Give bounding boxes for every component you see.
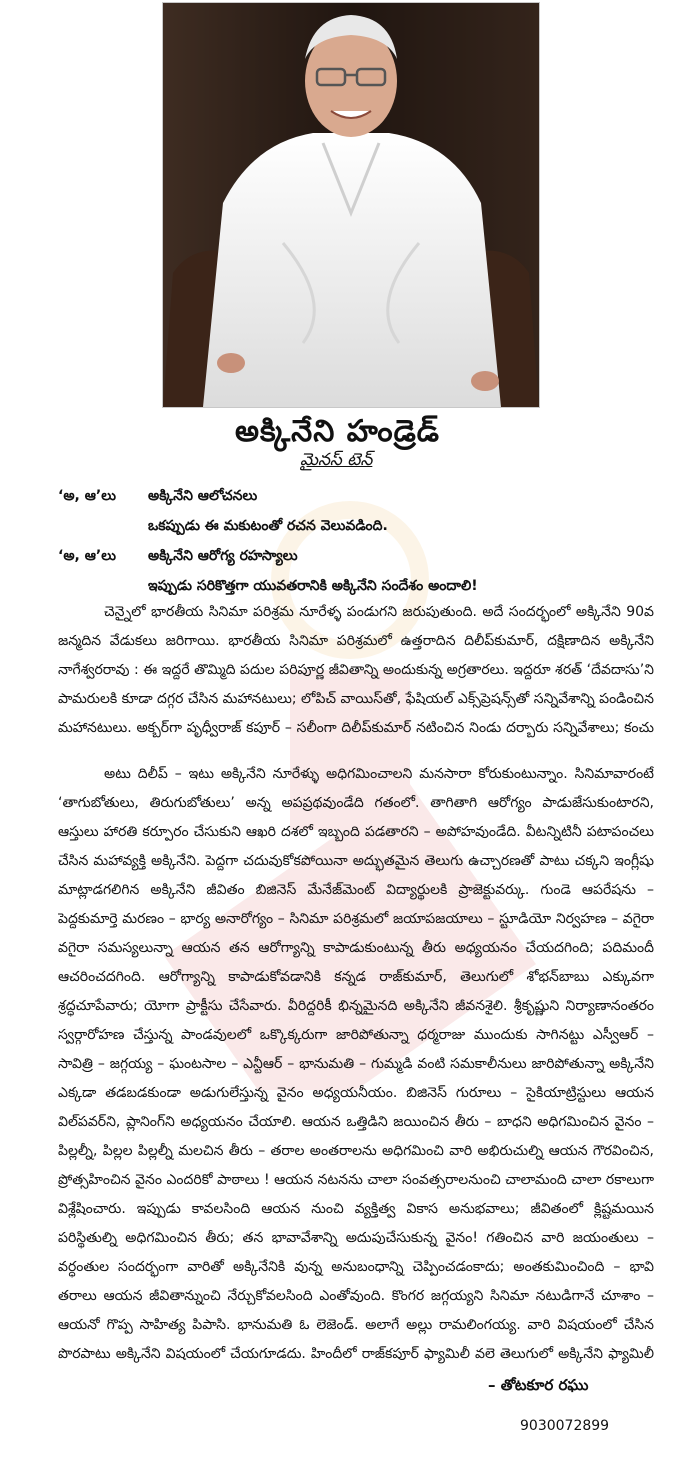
portrait-photo xyxy=(162,2,540,408)
article-subtitle: మైనస్ టెన్ xyxy=(300,450,373,470)
article-paragraph: చెన్నైలో భారతీయ సినిమా పరిశ్రమ నూరేళ్ళ పండుగని జరుపుతుంది. అదే సందర్భంలో అక్కినేని 90వ జన్మదిన వేడుకలు జరిగాయి. భారతీయ సినిమా పరిశ్రమలో ఉత్తరాదిన దిలీప్‌కుమార్, దక్షిణాదిన అక్కినేని నాగేశ్వరరావు : ఈ ఇద్దరే తొమ్మిది పదుల పరిపూర్ణ జీవితాన్ని అందుకున్న అగ్రతారలు. ఇద్దరూ శరత్ ‘దేవదాసు’ని పామరులకి కూడా దగ్గర చేసిన మహానటులు; లోపిచ్ వాయిస్‌తో, ఫేషియల్ ఎక్స్‌ప్రెషన్స్‌తో సన్నివేశాన్ని పండించిన మహానటులు. అక్బర్‌గా పృధ్వీరాజ్ కపూర్ – సలీంగా దిలీప్‌కుమార్ నటించిన నిండు దర్బారు సన్నివేశాలు; కంచు xyxy=(58,604,654,736)
intro-label: ‘అ, ఆ’లు xyxy=(58,548,116,564)
intro-label: ‘అ, ఆ’లు xyxy=(58,488,116,504)
author-phone: 9030072899 xyxy=(520,1418,610,1434)
author-name: – తోటకూర రఘు xyxy=(488,1376,589,1394)
portrait-illustration xyxy=(163,3,539,407)
article-title: అక్కినేని హండ్రెడ్ xyxy=(235,414,440,449)
intro-text: ఒకప్పుడు ఈ మకుటంతో రచన వెలువడింది. xyxy=(148,518,388,534)
intro-text: అక్కినేని ఆలోచనలు xyxy=(148,488,258,504)
article-paragraph: అటు దిలీప్ – ఇటు అక్కినేని నూరేళ్ళు అధిగమించాలని మనసారా కోరుకుంటున్నాం. సినిమావారంటే ‘తాగుబోతులు, తిరుగుబోతులు’ అన్న అపప్రథవుండేది గతంలో. తాగితాగి ఆరోగ్యం పాడుజేసుకుంటారని, ఆస్తులు హారతి కర్పూరం చేసుకుని ఆఖరి దశలో ఇబ్బంది పడతారని – అపోహవుండేది. వీటన్నిటినీ పటాపంచలు చేసిన మహావ్యక్తి అక్కినేని. పెద్దగా చదువుకోకపోయినా అద్భుతమైన తెలుగు ఉచ్చారణతో పాటు చక్కని ఇంగ్లీషు మాట్లాడగలిగిన అక్కినేని జీవితం బిజినెస్ మేనేజ్‌మెంట్ విద్యార్థులకి ప్రాజెక్టువర్కు. గుండె ఆపరేషను – పెద్దకుమార్తె మరణం – భార్య అనారోగ్యం – సినిమా పరిశ్రమలో జయాపజయాలు – స్టూడియో నిర్వహణ – వగైరా వగైరా సమస్యలున్నా ఆయన తన ఆరోగ్యాన్ని కాపాడుకుంటున్న తీరు అధ్యయనం చేయదగింది; పదిమందీ ఆచరించదగింది. ఆరోగ్యాన్ని కాపాడుకోవడానికి కన్నడ రాజ్‌కుమార్, తెలుగులో శోభన్‌బాబు ఎక్కువగా శ్రద్ధచూపేవారు; యోగా ప్రాక్టీసు చేసేవారు. వీరిద్దరికీ భిన్నమైనది అక్కినేని జీవనశైలి. శ్రీకృష్ణుని నిర్యాణానంతరం స్వర్గారోహణ చేస్తున్న పాండవులలో ఒక్కొక్కరుగా జారిపోతున్నా ధర్మరాజు ముందుకు సాగినట్టు ఎస్వీఆర్ – సావిత్రి – జగ్గయ్య – ఘంటసాల – ఎన్టీఆర్ – భానుమతి – గుమ్మడి వంటి సమకాలీనులు జారిపోతున్నా అక్కినేని ఎక్కడా తడబడకుండా అడుగులేస్తున్న వైనం అధ్యయనీయం. బిజినెస్ గురూలు – సైకియాట్రిస్టులు ఆయన విల్‌పవర్‌ని, ప్లానింగ్‌ని అధ్యయనం చేయాలి. ఆయన ఒత్తిడిని జయించిన తీరు – బాధని అధిగమించిన వైనం – పిల్లల్నీ, పిల్లల పిల్లల్నీ మలచిన తీరు – తరాల అంతరాలను అధిగమించి వారి అభిరుచుల్ని ఆయన గౌరవించిన, ప్రోత్సహించిన వైనం ఎందరికో పాఠాలు ! ఆయన నటనను చాలా సంవత్సరాలనుంచి చాలామంది చాలా రకాలుగా విశ్లేషించారు. ఇప్పుడు కావలసింది ఆయన నుంచి వ్యక్తిత్వ వికాస అనుభవాలు; జీవితంలో క్లిష్టమయిన పరిస్థితుల్ని అధిగమించిన తీరు; తన భావావేశాన్ని అదుపుచేసుకున్న వైనం! గతించిన వారి జయంతులు – వర్ధంతుల సందర్భంగా వారితో అక్కినేనికి వున్న అనుబంధాన్ని చెప్పించడంకాదు; అంతకుమించింది – భావి తరాలు ఆయన జీవితాన్నుంచి నేర్చుకోవలసింది ఎంతోవుంది. కొంగర జగ్గయ్యని సినిమా నటుడిగానే చూశాం – ఆయనో గొప్ప సాహిత్య పిపాసి. భానుమతి ఓ లెజెండ్. అలాగే అల్లు రామలింగయ్య. వారి విషయంలో చేసిన పొరపాటు అక్కినేని విషయంలో చేయగూడదు. హిందీలో రాజ్‌కపూర్ ఫ్యామిలీ వలె తెలుగులో అక్కినేని ఫ్యామిలీ xyxy=(58,766,654,1362)
intro-text: అక్కినేని ఆరోగ్య రహస్యాలు xyxy=(148,548,298,564)
intro-text: ఇప్పుడు సరికొత్తగా యువతరానికి అక్కినేని సందేశం అందాలి! xyxy=(148,578,478,594)
